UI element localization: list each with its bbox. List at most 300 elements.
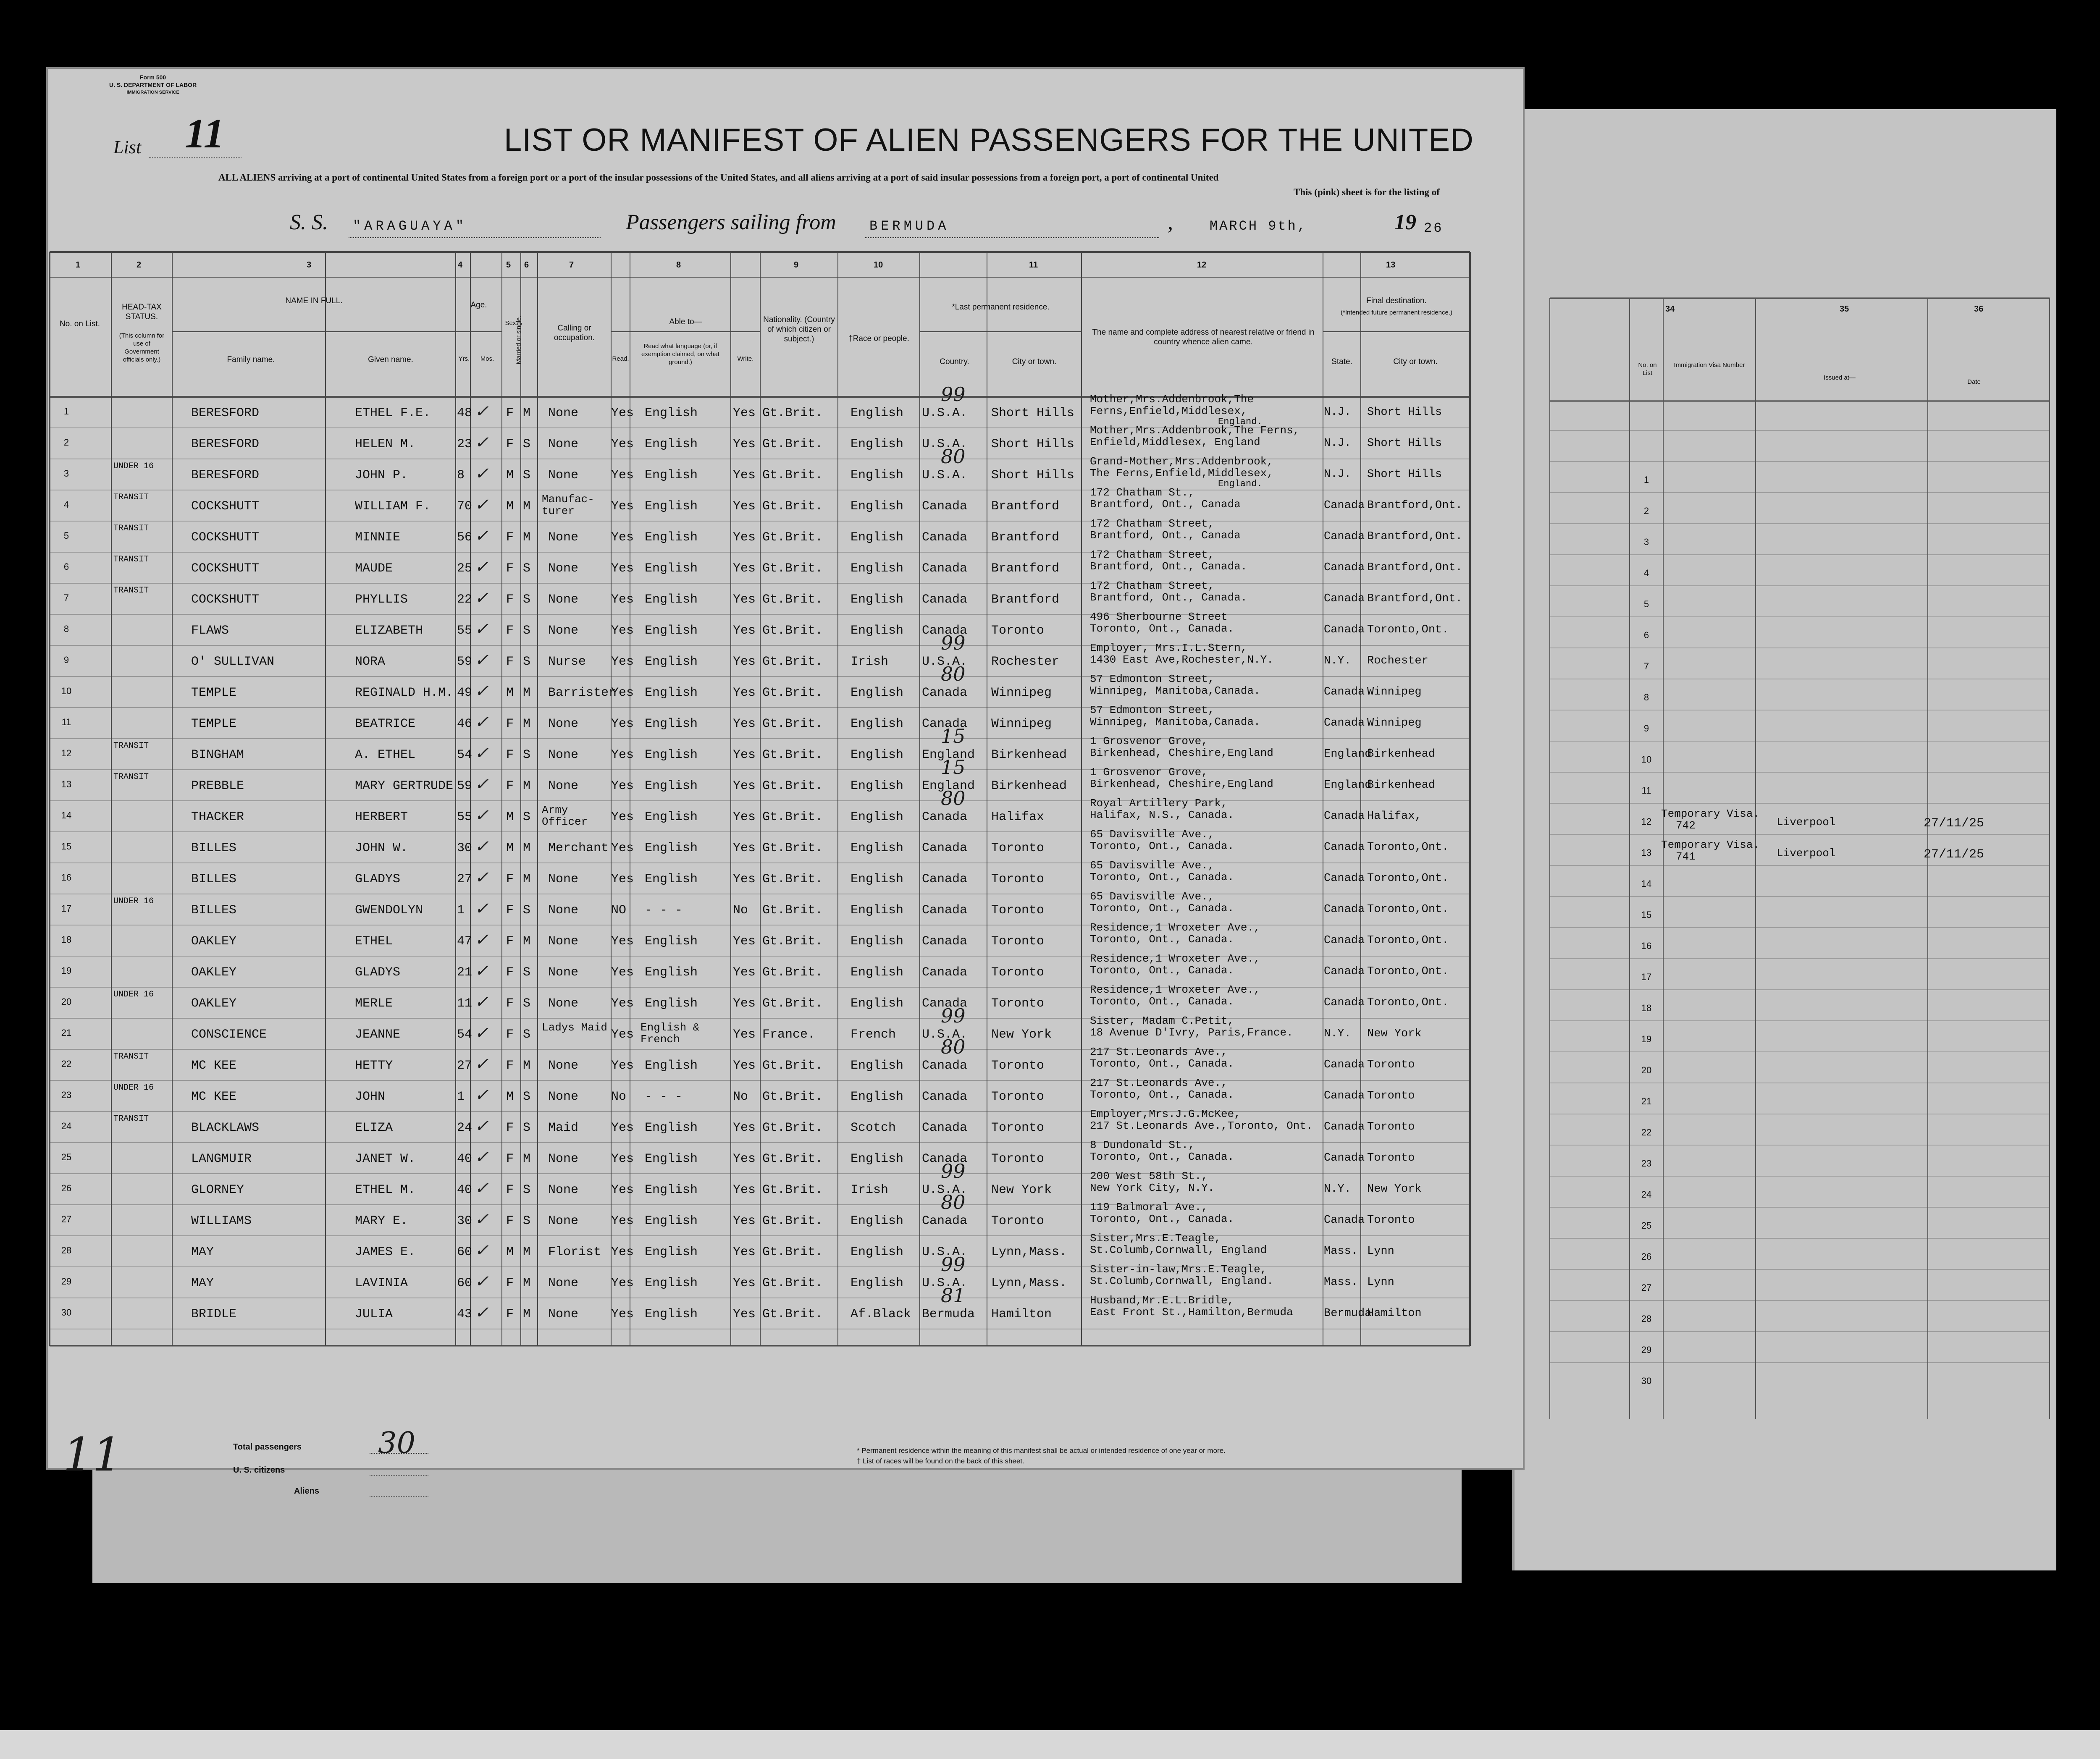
can-read: Yes <box>611 1183 634 1197</box>
occupation: None <box>548 903 579 918</box>
age-years: 70 <box>457 499 472 514</box>
marital-status: S <box>523 468 531 482</box>
age-years: 55 <box>457 624 472 638</box>
right-row-number: 7 <box>1643 661 1649 671</box>
read-language: English <box>645 1276 698 1290</box>
check-mark-icon: ✓ <box>475 1272 489 1291</box>
head-tax-stamp: TRANSIT <box>113 524 149 533</box>
residence-city: Birkenhead <box>991 779 1067 793</box>
residence-country: Canada <box>922 624 968 638</box>
marital-status: S <box>523 624 531 638</box>
check-mark-icon: ✓ <box>475 713 489 732</box>
right-header-visa-number: Immigration Visa Number <box>1674 362 1745 369</box>
age-years: 27 <box>457 1059 472 1073</box>
can-read: Yes <box>611 437 634 451</box>
race: Irish <box>850 1183 889 1197</box>
age-years: 60 <box>457 1245 472 1259</box>
residence-country: Canada <box>922 1152 968 1166</box>
given-name: ETHEL <box>355 934 393 949</box>
nationality: Gt.Brit. <box>762 841 823 855</box>
destination-state: Mass. <box>1324 1245 1358 1258</box>
column-number: 7 <box>569 260 574 270</box>
family-name: WILLIAMS <box>191 1214 252 1228</box>
age-years: 55 <box>457 810 472 824</box>
nationality: Gt.Brit. <box>762 530 823 545</box>
age-years: 27 <box>457 872 472 886</box>
residence-city: Brantford <box>991 592 1060 607</box>
occupation: None <box>548 530 579 545</box>
relative-line-2: St.Columb,Cornwall, England. <box>1090 1275 1273 1287</box>
sex: F <box>506 748 514 762</box>
race: English <box>850 748 904 762</box>
family-name: BERESFORD <box>191 406 260 420</box>
column-number: 11 <box>1029 260 1038 270</box>
page-title: LIST OR MANIFEST OF ALIEN PASSENGERS FOR THE UNITED <box>504 122 1474 158</box>
right-header-no-on-list: No. on List <box>1638 362 1657 377</box>
race: English <box>850 437 904 451</box>
row-number: 17 <box>61 903 72 914</box>
can-read: Yes <box>611 841 634 855</box>
header-name-in-full: NAME IN FULL. <box>285 296 343 305</box>
destination-city: New York <box>1367 1028 1422 1040</box>
relative-line-2: Brantford, Ont., Canada <box>1090 498 1241 511</box>
residence-city: New York <box>991 1183 1052 1197</box>
relative-line-1: 119 Balmoral Ave., <box>1090 1201 1208 1214</box>
family-name: BILLES <box>191 872 237 886</box>
read-language: English <box>645 1059 698 1073</box>
nationality: Gt.Brit. <box>762 655 823 669</box>
margin-handwritten-mark: 11 <box>63 1428 122 1481</box>
destination-city: Toronto,Ont. <box>1367 872 1449 885</box>
age-years: 8 <box>457 468 465 482</box>
right-row-number: 13 <box>1641 847 1652 858</box>
nationality: Gt.Brit. <box>762 1245 823 1259</box>
can-write: Yes <box>733 1121 756 1135</box>
occupation: Barrister <box>548 686 617 700</box>
row-number: 21 <box>61 1028 72 1038</box>
relative-line-2: Halifax, N.S., Canada. <box>1090 809 1234 821</box>
row-number: 28 <box>61 1245 72 1256</box>
race: English <box>850 561 904 576</box>
row-number: 18 <box>61 934 72 945</box>
head-tax-stamp: TRANSIT <box>113 772 149 782</box>
can-write: Yes <box>733 592 756 607</box>
relative-line-2: Brantford, Ont., Canada. <box>1090 560 1247 573</box>
given-name: ELIZABETH <box>355 624 423 638</box>
occupation: Florist <box>548 1245 601 1259</box>
check-mark-icon: ✓ <box>475 961 489 980</box>
race: English <box>850 468 904 482</box>
sex: F <box>506 903 514 918</box>
occupation: None <box>548 1059 579 1073</box>
occupation: Army Officer <box>542 804 588 828</box>
header-read: Read. <box>612 355 629 362</box>
nationality: Gt.Brit. <box>762 748 823 762</box>
age-years: 30 <box>457 841 472 855</box>
destination-city: Hamilton <box>1367 1307 1422 1320</box>
header-head-tax-note: (This column for use of Government officials only.) <box>119 332 165 363</box>
check-mark-icon: ✓ <box>475 433 489 452</box>
relative-line-2: The Ferns,Enfield,Middlesex, <box>1090 467 1273 480</box>
can-write: Yes <box>733 624 756 638</box>
can-read: Yes <box>611 934 634 949</box>
relative-line-2: Brantford, Ont., Canada <box>1090 529 1241 542</box>
marital-status: S <box>523 996 531 1011</box>
handwritten-code: 80 <box>941 663 966 685</box>
destination-state: N.Y. <box>1324 1028 1351 1040</box>
given-name: REGINALD H.M. <box>355 686 454 700</box>
read-language: English <box>645 810 698 824</box>
row-number: 2 <box>63 437 69 448</box>
race: English <box>850 1090 904 1104</box>
race: English <box>850 530 904 545</box>
residence-city: Toronto <box>991 965 1045 980</box>
read-language: English <box>645 872 698 886</box>
right-row-number: 18 <box>1641 1003 1652 1013</box>
age-years: 1 <box>457 1090 465 1104</box>
residence-city: Toronto <box>991 1121 1045 1135</box>
marital-status: S <box>523 1028 531 1042</box>
read-language: English <box>645 841 698 855</box>
occupation: None <box>548 624 579 638</box>
can-write: Yes <box>733 1028 756 1042</box>
header-married-single: Married or single. <box>515 315 522 364</box>
destination-state: Canada <box>1324 1090 1365 1102</box>
occupation: None <box>548 717 579 731</box>
nationality: Gt.Brit. <box>762 592 823 607</box>
handwritten-code: 81 <box>941 1284 966 1307</box>
destination-state: Canada <box>1324 1121 1365 1133</box>
residence-country: U.S.A. <box>922 1276 968 1290</box>
residence-city: Birkenhead <box>991 748 1067 762</box>
check-mark-icon: ✓ <box>475 495 489 514</box>
residence-country: Canada <box>922 934 968 949</box>
race: English <box>850 592 904 607</box>
given-name: MINNIE <box>355 530 401 545</box>
check-mark-icon: ✓ <box>475 619 489 639</box>
row-number: 8 <box>63 624 69 634</box>
nationality: Gt.Brit. <box>762 468 823 482</box>
residence-city: Rochester <box>991 655 1060 669</box>
header-race: †Race or people. <box>848 334 909 343</box>
read-language: English <box>645 437 698 451</box>
right-row-number: 17 <box>1641 972 1652 982</box>
occupation: Nurse <box>548 655 586 669</box>
relative-line-2: Toronto, Ont., Canada. <box>1090 933 1234 946</box>
destination-state: N.Y. <box>1324 1183 1351 1195</box>
sex: F <box>506 779 514 793</box>
right-row-number: 16 <box>1641 941 1652 951</box>
aliens-underline <box>370 1496 428 1497</box>
occupation: Ladys Maid <box>542 1021 608 1034</box>
occupation: None <box>548 1183 579 1197</box>
read-language: - - - <box>645 1090 683 1104</box>
given-name: HELEN M. <box>355 437 416 451</box>
age-years: 40 <box>457 1152 472 1166</box>
age-years: 24 <box>457 1121 472 1135</box>
row-number: 26 <box>61 1183 72 1193</box>
header-final-destination: Final destination. <box>1366 296 1427 305</box>
right-row-number: 24 <box>1641 1189 1652 1200</box>
nationality: Gt.Brit. <box>762 686 823 700</box>
total-passengers-value: 30 <box>378 1426 416 1460</box>
marital-status: M <box>523 779 531 793</box>
occupation: None <box>548 748 579 762</box>
column-number: 2 <box>136 260 142 270</box>
destination-state: Canada <box>1324 934 1365 947</box>
nationality: Gt.Brit. <box>762 1276 823 1290</box>
marital-status: S <box>523 592 531 607</box>
can-write: No <box>733 903 748 918</box>
residence-city: Toronto <box>991 1090 1045 1104</box>
age-years: 25 <box>457 561 472 576</box>
given-name: MARY E. <box>355 1214 408 1228</box>
residence-city: Brantford <box>991 530 1060 545</box>
row-number: 19 <box>61 965 72 976</box>
nationality: Gt.Brit. <box>762 1059 823 1073</box>
destination-city: Toronto <box>1367 1152 1415 1164</box>
relative-line-1: Residence,1 Wroxeter Ave., <box>1090 952 1260 965</box>
destination-city: Winnipeg <box>1367 686 1422 698</box>
can-write: Yes <box>733 841 756 855</box>
residence-country: Canada <box>922 1059 968 1073</box>
destination-state: Canada <box>1324 810 1365 823</box>
sex: F <box>506 655 514 669</box>
can-write: Yes <box>733 996 756 1011</box>
relative-line-1: 217 St.Leonards Ave., <box>1090 1077 1228 1089</box>
age-years: 59 <box>457 779 472 793</box>
relative-line-2: Birkenhead, Cheshire,England <box>1090 747 1273 759</box>
destination-state: Canada <box>1324 624 1365 636</box>
race: French <box>850 1028 896 1042</box>
family-name: BLACKLAWS <box>191 1121 260 1135</box>
can-write: Yes <box>733 934 756 949</box>
nationality: Gt.Brit. <box>762 934 823 949</box>
relative-line-1: Residence,1 Wroxeter Ave., <box>1090 921 1260 934</box>
family-name: BERESFORD <box>191 437 260 451</box>
sex: M <box>506 810 514 824</box>
race: English <box>850 1152 904 1166</box>
residence-country: Bermuda <box>922 1307 975 1321</box>
visa-number: 742 <box>1676 819 1696 832</box>
head-tax-stamp: UNDER 16 <box>113 1083 154 1093</box>
destination-city: Short Hills <box>1367 406 1442 419</box>
can-read: Yes <box>611 996 634 1011</box>
check-mark-icon: ✓ <box>475 744 489 763</box>
relative-line-2: Toronto, Ont., Canada. <box>1090 1057 1234 1070</box>
relative-line-1: Mother,Mrs.Addenbrook,The Ferns, <box>1090 424 1300 437</box>
race: English <box>850 872 904 886</box>
right-row-number: 12 <box>1641 816 1652 827</box>
given-name: JULIA <box>355 1307 393 1321</box>
family-name: PREBBLE <box>191 779 244 793</box>
residence-country: U.S.A. <box>922 468 968 482</box>
race: Scotch <box>850 1121 896 1135</box>
race: English <box>850 841 904 855</box>
destination-city: Rochester <box>1367 655 1428 667</box>
column-number: 1 <box>76 260 81 270</box>
residence-country: Canada <box>922 996 968 1011</box>
check-mark-icon: ✓ <box>475 930 489 949</box>
can-write: Yes <box>733 406 756 420</box>
row-number: 30 <box>61 1307 72 1318</box>
ss-label: S. S. <box>290 210 328 234</box>
destination-city: Toronto <box>1367 1090 1415 1102</box>
can-read: Yes <box>611 810 634 824</box>
family-name: OAKLEY <box>191 934 237 949</box>
nationality: Gt.Brit. <box>762 1214 823 1228</box>
check-mark-icon: ✓ <box>475 868 489 887</box>
age-years: 49 <box>457 686 472 700</box>
nationality: Gt.Brit. <box>762 903 823 918</box>
row-number: 12 <box>61 748 72 758</box>
residence-city: Lynn,Mass. <box>991 1276 1067 1290</box>
sex: F <box>506 872 514 886</box>
residence-city: Toronto <box>991 624 1045 638</box>
row-number: 7 <box>63 592 69 603</box>
check-mark-icon: ✓ <box>475 1179 489 1198</box>
row-number: 4 <box>63 499 69 510</box>
residence-city: Lynn,Mass. <box>991 1245 1067 1259</box>
residence-city: Toronto <box>991 903 1045 918</box>
can-read: Yes <box>611 468 634 482</box>
marital-status: M <box>523 841 531 855</box>
age-years: 1 <box>457 903 465 918</box>
occupation: None <box>548 406 579 420</box>
row-number: 29 <box>61 1276 72 1287</box>
head-tax-stamp: TRANSIT <box>113 493 149 502</box>
sex: F <box>506 996 514 1011</box>
residence-country: U.S.A. <box>922 1183 968 1197</box>
check-mark-icon: ✓ <box>475 992 489 1012</box>
relative-line-1: 1 Grosvenor Grove, <box>1090 766 1208 779</box>
read-language: English <box>645 1307 698 1321</box>
destination-city: Toronto,Ont. <box>1367 996 1449 1009</box>
given-name: JAMES E. <box>355 1245 416 1259</box>
read-language: English & French <box>640 1021 700 1046</box>
occupation: None <box>548 779 579 793</box>
right-column-number: 36 <box>1974 304 1984 314</box>
family-name: O' SULLIVAN <box>191 655 275 669</box>
residence-city: Toronto <box>991 1059 1045 1073</box>
read-language: English <box>645 468 698 482</box>
residence-city: Short Hills <box>991 468 1075 482</box>
row-number: 25 <box>61 1152 72 1162</box>
list-number: 11 <box>185 110 225 157</box>
destination-state: Canada <box>1324 530 1365 543</box>
visa-date: 27/11/25 <box>1924 847 1984 862</box>
destination-state: Canada <box>1324 965 1365 978</box>
right-row-number: 22 <box>1641 1127 1652 1138</box>
marital-status: M <box>523 1276 531 1290</box>
destination-state: Canada <box>1324 903 1365 916</box>
age-years: 47 <box>457 934 472 949</box>
relative-line-2: Toronto, Ont., Canada. <box>1090 964 1234 977</box>
destination-state: Canada <box>1324 1152 1365 1164</box>
sex: F <box>506 530 514 545</box>
right-row-number: 1 <box>1643 474 1649 485</box>
residence-country: Canada <box>922 965 968 980</box>
relative-line-2: New York City, N.Y. <box>1090 1182 1215 1194</box>
relative-line-2: Toronto, Ont., Canada. <box>1090 622 1234 635</box>
header-yrs: Yrs. <box>458 355 470 362</box>
given-name: NORA <box>355 655 386 669</box>
row-number: 14 <box>61 810 72 821</box>
can-write: Yes <box>733 655 756 669</box>
row-number: 16 <box>61 872 72 883</box>
marital-status: S <box>523 437 531 451</box>
family-name: BILLES <box>191 841 237 855</box>
footnote-races: † List of races will be found on the back of this sheet. <box>857 1457 1024 1465</box>
relative-line-1: 200 West 58th St., <box>1090 1170 1208 1182</box>
race: English <box>850 996 904 1011</box>
occupation: None <box>548 1152 579 1166</box>
age-years: 59 <box>457 655 472 669</box>
race: English <box>850 1276 904 1290</box>
check-mark-icon: ✓ <box>475 1210 489 1229</box>
can-read: Yes <box>611 748 634 762</box>
can-read: Yes <box>611 530 634 545</box>
marital-status: S <box>523 1121 531 1135</box>
given-name: WILLIAM F. <box>355 499 431 514</box>
relative-line-1: 65 Davisville Ave., <box>1090 828 1215 841</box>
right-row-number: 25 <box>1641 1220 1652 1231</box>
list-label: List <box>113 137 142 157</box>
given-name: GWENDOLYN <box>355 903 423 918</box>
relative-line-1: 496 Sherbourne Street <box>1090 611 1228 623</box>
family-name: THACKER <box>191 810 244 824</box>
nationality: Gt.Brit. <box>762 437 823 451</box>
residence-country: Canada <box>922 592 968 607</box>
age-years: 56 <box>457 530 472 545</box>
destination-city: Toronto <box>1367 1121 1415 1133</box>
check-mark-icon: ✓ <box>475 1054 489 1074</box>
check-mark-icon: ✓ <box>475 526 489 545</box>
family-name: TEMPLE <box>191 717 237 731</box>
check-mark-icon: ✓ <box>475 464 489 483</box>
nationality: Gt.Brit. <box>762 561 823 576</box>
read-language: English <box>645 996 698 1011</box>
head-tax-stamp: UNDER 16 <box>113 990 154 999</box>
family-name: GLORNEY <box>191 1183 244 1197</box>
can-read: Yes <box>611 1307 634 1321</box>
can-read: Yes <box>611 1214 634 1228</box>
destination-state: N.J. <box>1324 468 1351 481</box>
relative-line-1: 172 Chatham Street, <box>1090 517 1215 530</box>
occupation: None <box>548 965 579 980</box>
check-mark-icon: ✓ <box>475 650 489 670</box>
occupation: None <box>548 1307 579 1321</box>
can-write: Yes <box>733 1059 756 1073</box>
visa-issued-at: Liverpool <box>1777 816 1836 828</box>
column-number: 9 <box>794 260 799 270</box>
can-read: Yes <box>611 561 634 576</box>
read-language: - - - <box>645 903 683 918</box>
residence-city: Brantford <box>991 561 1060 576</box>
nationality: Gt.Brit. <box>762 965 823 980</box>
occupation: Merchant <box>548 841 609 855</box>
age-years: 48 <box>457 406 472 420</box>
sex: F <box>506 1214 514 1228</box>
residence-city: New York <box>991 1028 1052 1042</box>
row-number: 9 <box>63 655 69 665</box>
residence-city: Toronto <box>991 841 1045 855</box>
can-write: Yes <box>733 1245 756 1259</box>
age-years: 23 <box>457 437 472 451</box>
family-name: MC KEE <box>191 1059 237 1073</box>
race: English <box>850 717 904 731</box>
age-years: 22 <box>457 592 472 607</box>
